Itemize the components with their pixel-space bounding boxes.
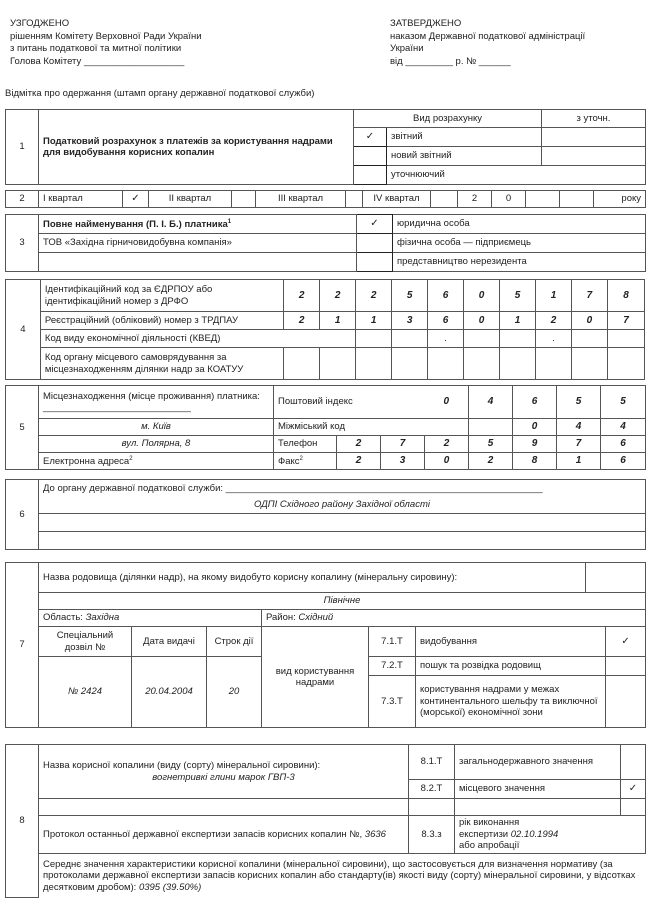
koatuu-digit[interactable] [464,348,500,380]
tax-office-label: До органу державної податкової служби: ____________________________________________________________ [39,480,646,497]
koatuu-digit[interactable] [356,348,392,380]
phone-digit[interactable]: 5 [469,436,513,453]
approved-date-line: від _________ р. № ______ [390,55,511,67]
intercity-digit[interactable]: 4 [557,419,601,436]
phone-digit[interactable]: 2 [425,436,469,453]
fax-digit[interactable]: 1 [557,453,601,470]
edrpou-digit[interactable]: 5 [500,280,536,312]
section-1 [5,109,646,185]
quarter-1-label: І квартал [39,191,123,208]
edrpou-digit[interactable]: 7 [571,280,607,312]
intercity-digit[interactable] [469,419,513,436]
payer-name-continuation[interactable] [39,253,357,272]
usage-checkbox[interactable] [606,676,646,728]
agreed-line: з питань податкової та митної політики [10,43,182,54]
postal-index-label: Поштовий індекс [274,386,425,419]
date-header: Дата видачі [132,627,207,657]
usage-type-label: вид користування надрами [262,627,369,728]
phone-digit[interactable]: 6 [601,436,646,453]
mineral-name-field[interactable]: Назва корисної копалини (виду (сорту) мінеральної сировини): вогнетривкі глини марок ГВП-3 [39,745,409,799]
average-value-field[interactable]: Середнє значення характеристики корисної копалини (мінеральної сировини), що застосовується для визначення нормативу (за протоколами державної експертизи запасів корисних копалин або стандарту(ів) якості виду (сорту) мінеральної сировини, у відсотках десятковим дробом): 0395 (39.50%) [39,854,646,898]
significance-checkbox[interactable]: ✓ [621,780,646,799]
option-reporting: звітний [387,128,542,147]
edrpou-digit[interactable]: 1 [536,280,572,312]
significance-code: 8.1.Т [409,745,455,780]
option-clarifying: уточнюючий [387,166,646,185]
phone-digit[interactable]: 9 [513,436,557,453]
usage-checkbox[interactable] [606,657,646,676]
significance-checkbox[interactable] [621,745,646,780]
deposit-value[interactable]: Північне [39,593,646,610]
agreed-line: рішенням Комітету Верховної Ради України [10,30,202,42]
email-label[interactable]: Електронна адреса$^2$ [39,453,274,470]
clarify-cell[interactable] [542,128,646,147]
phone-digit[interactable]: 7 [557,436,601,453]
koatuu-digit[interactable] [392,348,428,380]
edrpou-digit[interactable]: 0 [464,280,500,312]
section-3 [5,214,646,272]
kved-digit[interactable] [464,330,500,348]
kved-label: Код виду економічної діяльності (КВЕД) [40,330,355,348]
approved-line: України [390,43,424,54]
usage-code: 7.3.Т [369,676,416,728]
expertise-year-field[interactable]: рік виконання експертизи 02.10.1994 або апробації [455,816,646,854]
koatuu-digit[interactable] [536,348,572,380]
trdpau-digit[interactable]: 3 [392,312,428,330]
koatuu-digit[interactable] [571,348,607,380]
trdpau-digit[interactable]: 6 [428,312,464,330]
significance-label: місцевого значення [455,780,621,799]
tax-office-line[interactable] [39,532,646,550]
postal-digit[interactable]: 4 [469,386,513,419]
trdpau-digit[interactable]: 1 [320,312,356,330]
deposit-label: Назва родовища (ділянки надр), на якому видобуто корисну копалину (мінеральну сировину): [39,563,586,593]
quarter-4-label: ІV квартал [363,191,431,208]
form-title: Податковий розрахунок з платежів за користування надрами для видобування корисних копалин [39,110,354,185]
protocol-code: 8.3.з [409,816,455,854]
blank-cell[interactable] [621,799,646,816]
trdpau-digit[interactable]: 7 [607,312,644,330]
checkbox-individual-entrepreneur[interactable] [357,234,393,253]
approved-title: ЗАТВЕРДЖЕНО [390,18,462,29]
section-2 [5,190,646,208]
clarify-cell[interactable] [542,147,646,166]
fax-digit[interactable]: 0 [425,453,469,470]
section-number: 4 [6,280,41,380]
section-number: 8 [6,745,39,898]
section-4 [5,279,645,380]
postal-digit[interactable]: 5 [557,386,601,419]
fax-label: Факс$^2$ [274,453,337,470]
term-header: Строк дії [207,627,262,657]
payer-name-value[interactable]: ТОВ «Західна гірничовидобувна компанія» [39,234,357,253]
koatuu-digit[interactable] [500,348,536,380]
section-5 [5,385,646,470]
postal-digit[interactable]: 5 [601,386,646,419]
edrpou-digit[interactable]: 8 [607,280,644,312]
section-8 [5,744,646,898]
significance-code: 8.2.Т [409,780,455,799]
usage-checkbox[interactable]: ✓ [606,627,646,657]
clarify-header: з уточн. [542,110,646,128]
kved-digit[interactable] [356,330,392,348]
kved-digit[interactable] [607,330,644,348]
intercity-digit[interactable]: 4 [601,419,646,436]
approved-line: наказом Державної податкової адміністрації [390,30,586,42]
fax-digit[interactable]: 2 [337,453,381,470]
kved-dot: . [536,330,572,348]
koatuu-digit[interactable] [428,348,464,380]
usage-code: 7.1.Т [369,627,416,657]
calc-type-header: Вид розрахунку [354,110,542,128]
blank-cell [455,799,621,816]
checkbox-nonresident-office[interactable] [357,253,393,272]
checkbox-reporting[interactable]: ✓ [354,128,387,147]
koatuu-digit[interactable] [607,348,644,380]
section-number: 6 [6,480,39,550]
street-value[interactable]: вул. Полярна, 8 [39,436,274,453]
koatuu-label: Код органу місцевого самоврядування за місцезнаходженням ділянки надр за КОАТУУ [40,348,283,380]
permit-value[interactable]: № 2424 [39,657,132,728]
type-individual-entrepreneur: фізична особа — підприємець [393,234,646,253]
usage-label: користування надрами у межах континентального шельфу та виключної (морської) економічної зони [416,676,606,728]
quarter-2-label: ІІ квартал [149,191,232,208]
section-7 [5,562,646,728]
postal-digit[interactable]: 6 [513,386,557,419]
protocol-field[interactable]: Протокол останньої державної експертизи запасів корисних копалин №, 3636 [39,816,409,854]
section-number: 3 [6,215,39,272]
section-number: 2 [6,191,39,208]
oblast-field[interactable]: Область: Західна [39,610,262,627]
trdpau-digit[interactable]: 0 [464,312,500,330]
agreed-block [10,18,202,68]
fax-digit[interactable]: 2 [469,453,513,470]
postal-digit[interactable]: 0 [425,386,469,419]
quarter-3-checkbox[interactable] [346,191,363,208]
phone-digit[interactable]: 7 [381,436,425,453]
payer-name-label: Повне найменування (П. І. Б.) платника$^1$ [39,215,357,234]
checkbox-clarifying[interactable] [354,166,387,185]
kved-digit[interactable] [500,330,536,348]
option-new-reporting: новий звітний [387,147,542,166]
koatuu-digit[interactable] [284,348,320,380]
trdpau-digit[interactable]: 0 [571,312,607,330]
date-value[interactable]: 20.04.2004 [132,657,207,728]
trdpau-digit[interactable]: 1 [500,312,536,330]
trdpau-label: Реєстраційний (обліковий) номер з ТРДПАУ [40,312,283,330]
edrpou-digit[interactable]: 2 [356,280,392,312]
kved-digit[interactable] [571,330,607,348]
section-6 [5,479,646,550]
year-digit[interactable]: 0 [492,191,526,208]
quarter-3-label: ІІІ квартал [256,191,346,208]
year-digit[interactable] [526,191,560,208]
permit-header: Спеціальний дозвіл № [39,627,132,657]
usage-label: видобування [416,627,606,657]
fax-digit[interactable]: 6 [601,453,646,470]
agreed-title: УЗГОДЖЕНО [10,18,70,29]
year-digit[interactable]: 2 [458,191,492,208]
agreed-signature-line: Голова Комітету ___________________ [10,55,185,67]
type-legal-entity: юридична особа [393,215,646,234]
intercity-digit[interactable]: 0 [513,419,557,436]
type-nonresident-office: представництво нерезидента [393,253,646,272]
edrpou-digit[interactable]: 5 [392,280,428,312]
term-value[interactable]: 20 [207,657,262,728]
quarter-4-checkbox[interactable] [431,191,458,208]
stamp-note: Відмітка про одержання (штамп органу державної податкової служби) [5,88,315,99]
checkbox-new-reporting[interactable] [354,147,387,166]
section-number: 1 [6,110,39,185]
phone-digit[interactable]: 2 [337,436,381,453]
trdpau-digit[interactable]: 2 [284,312,320,330]
koatuu-digit[interactable] [320,348,356,380]
section-number: 7 [6,563,39,728]
fax-digit[interactable]: 3 [381,453,425,470]
intercity-code-label: Міжміський код [274,419,469,436]
raion-field[interactable]: Район: Східний [262,610,646,627]
location-label: Місцезнаходження (місце проживання) платника: ____________________________ [39,386,274,419]
tax-office-value[interactable]: ОДПІ Східного району Західної області [39,497,646,514]
blank-cell [409,799,455,816]
quarter-2-checkbox[interactable] [232,191,256,208]
kved-digit[interactable] [392,330,428,348]
significance-label: загальнодержавного значення [455,745,621,780]
edrpou-label: Ідентифікаційний код за ЄДРПОУ або ідентифікаційний номер з ДРФО [40,280,283,312]
trdpau-digit[interactable]: 2 [536,312,572,330]
edrpou-digit[interactable]: 6 [428,280,464,312]
phone-label: Телефон [274,436,337,453]
edrpou-digit[interactable]: 2 [284,280,320,312]
year-digit[interactable] [560,191,594,208]
approved-block [390,18,585,68]
usage-label: пошук та розвідка родовищ [416,657,606,676]
tax-office-line[interactable] [39,514,646,532]
section-number: 5 [6,386,39,470]
fax-digit[interactable]: 8 [513,453,557,470]
year-label: року [594,191,646,208]
quarter-1-checkbox[interactable]: ✓ [123,191,149,208]
deposit-extra[interactable] [586,563,646,593]
edrpou-digit[interactable]: 2 [320,280,356,312]
kved-dot: . [428,330,464,348]
trdpau-digit[interactable]: 1 [356,312,392,330]
usage-code: 7.2.Т [369,657,416,676]
blank-cell[interactable] [39,799,409,816]
checkbox-legal-entity[interactable]: ✓ [357,215,393,234]
city-value[interactable]: м. Київ [39,419,274,436]
